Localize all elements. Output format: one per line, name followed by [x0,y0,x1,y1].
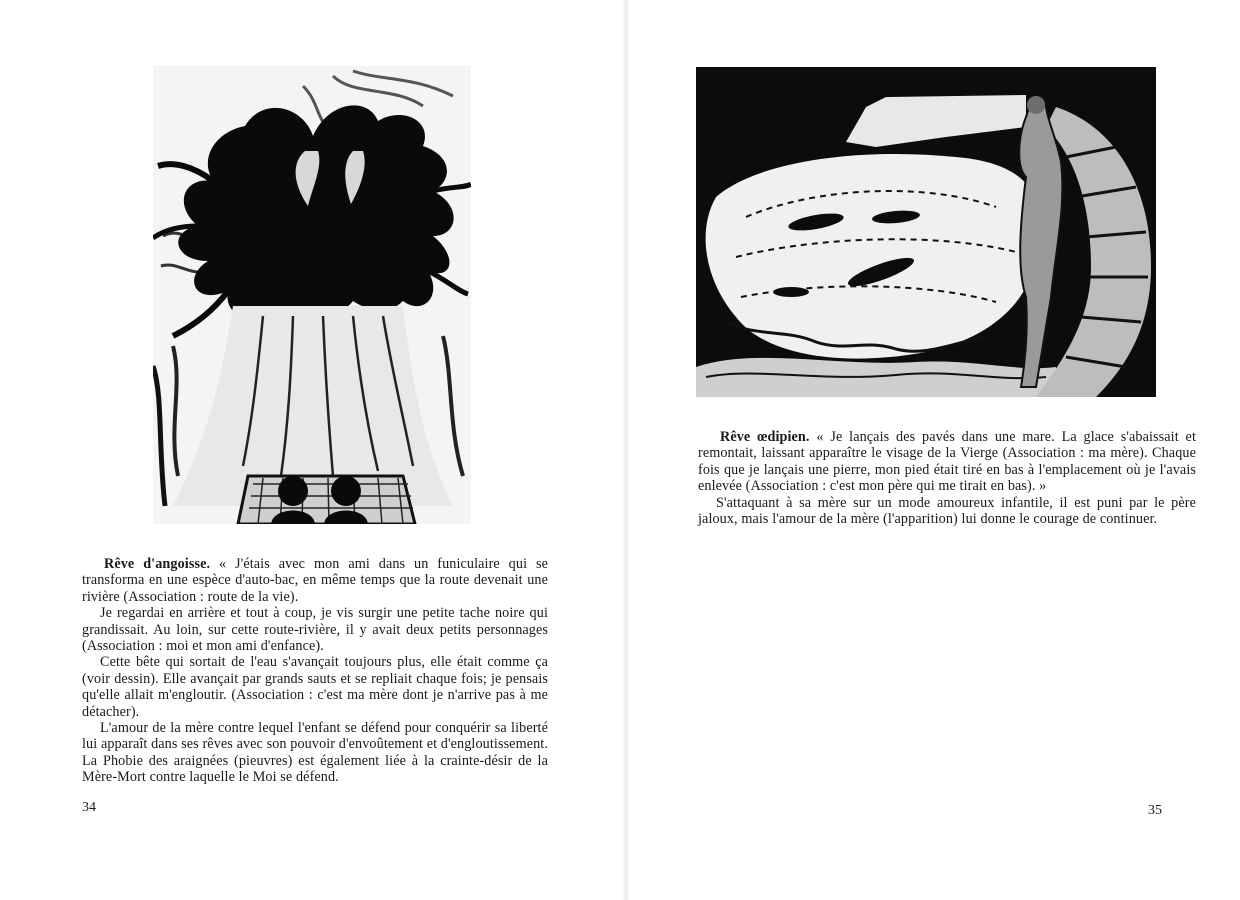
page-number: 35 [1148,803,1162,818]
pond-drawing [696,67,1156,397]
paragraph-text: « J'étais avec mon ami dans un funiculaire qui se transforma en une espèce d'auto-bac, en même temps que la route devenait une rivière (Association : route de la vie). [82,556,548,605]
paragraph-text: « Je lançais des pavés dans une mare. La glace s'abaissait et remontait, laissant apparaître le visage de la Vierge (Association : ma mère). Chaque fois que je lançais une pierre, mon pied était tiré en bas à l'emplacement où je l'avais enlevée (Association : c'est mon père qui me tirait en bas). » [698,429,1196,495]
paragraph: S'attaquant à sa mère sur un mode amoureux infantile, il est puni par le père jaloux, mais l'amour de la mère (l'apparition) lui donne le courage de continuer. [698,494,1196,528]
paragraph [698,429,1196,495]
book-gutter [622,0,630,900]
right-page [630,0,1240,900]
paragraph: Cette bête qui sortait de l'eau s'avançait toujours plus, elle était comme ça (voir dessin). Elle avançait par grands sauts et se repliait chaque fois; je pensais qu'elle allait m'engloutir. (Association : c'est ma mère dont je n'arrive pas à me détacher). [82,654,548,720]
dream-title: Rêve œdipien. [720,429,810,445]
paragraph: L'amour de la mère contre lequel l'enfant se défend pour conquérir sa liberté lui apparaît dans ses rêves avec son pouvoir d'envoûtement et d'engloutissement. La Phobie des araignées (pieuvres) est également liée à la crainte-désir de la Mère-Mort contre laquelle le Moi se défend. [82,720,548,786]
left-text-block [82,556,548,786]
page-number: 34 [82,800,96,815]
paragraph [82,556,548,605]
octopus-drawing [153,66,471,524]
paragraph: Je regardai en arrière et tout à coup, je vis surgir une petite tache noire qui grandissait. Au loin, sur cette route-rivière, il y avait deux petits personnages (Association : moi et mon ami d'enfance). [82,605,548,655]
dream-title: Rêve d'angoisse. [104,556,211,572]
right-text-block [698,429,1196,527]
